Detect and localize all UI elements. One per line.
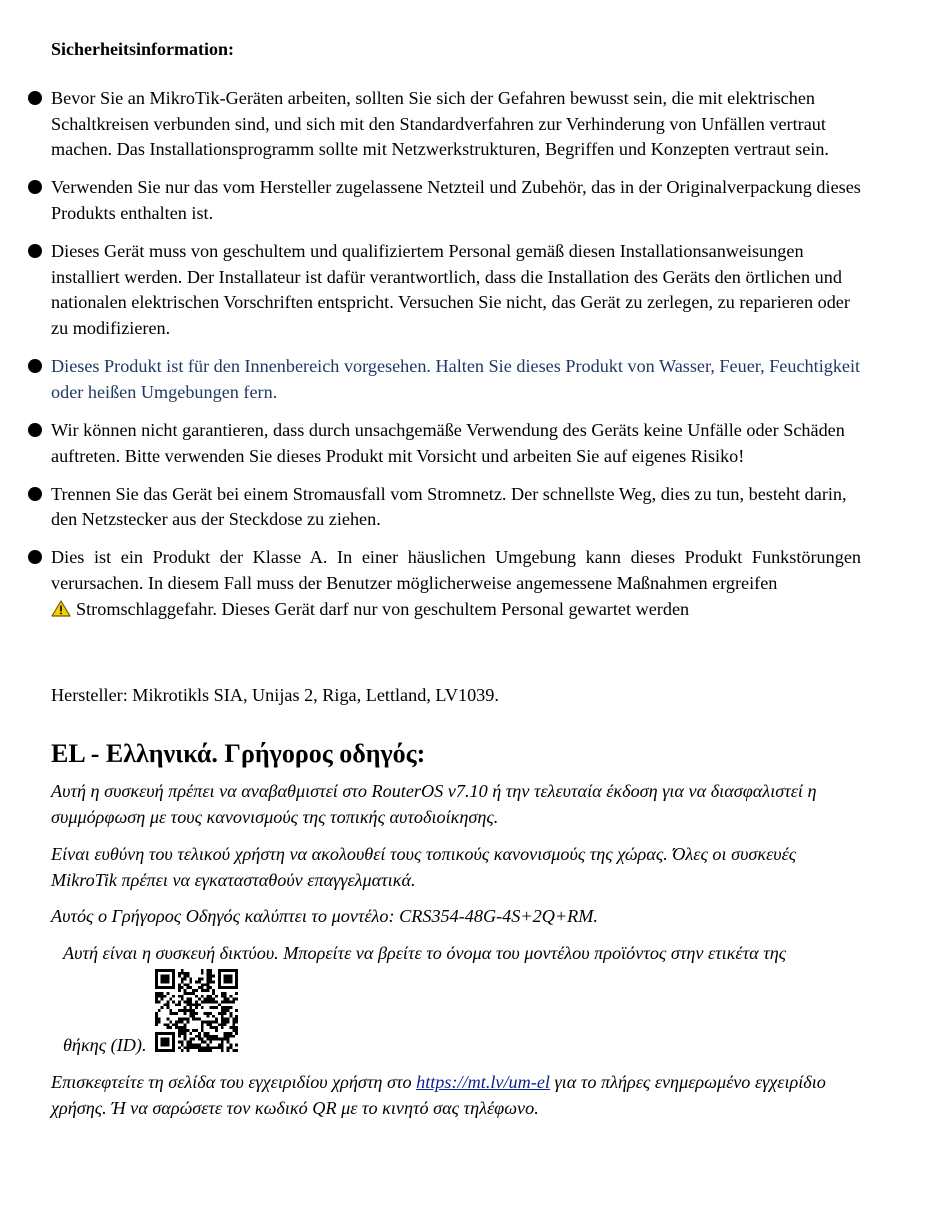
safety-bullet: [0, 482, 861, 533]
safety-bullet: [0, 239, 861, 341]
bullet-dot-icon: [28, 550, 42, 564]
bullet-dot-icon: [28, 487, 42, 501]
safety-bullet-text: Wir können nicht garantieren, dass durch unsachgemäße Verwendung des Geräts keine Unfälle oder Schäden auftreten. Bitte verwenden Sie dieses Produkt mit Vorsicht und arbeiten Sie auf eigenes Risiko!: [51, 419, 845, 466]
safety-bullet: [0, 354, 861, 405]
bullet-dot-icon: [28, 423, 42, 437]
manufacturer-info: Hersteller: Mikrotikls SIA, Unijas 2, Riga, Lettland, LV1039.: [51, 685, 499, 705]
greek-section-heading: EL - Ελληνικά. Γρήγορος οδηγός:: [51, 739, 426, 768]
safety-bullet-text: Trennen Sie das Gerät bei einem Stromausfall vom Stromnetz. Der schnellste Weg, dies zu tun, besteht darin, den Netzstecker aus der Steckdose zu ziehen.: [51, 483, 847, 530]
safety-bullet: [0, 175, 861, 226]
greek-paragraph-model: Αυτός ο Γρήγορος Οδηγός καλύπτει το μοντέλο: CRS354-48G-4S+2Q+RM.: [51, 906, 598, 926]
bullet-dot-icon: [28, 91, 42, 105]
greek-paragraph-manual: [51, 1070, 866, 1121]
safety-bullet-list: [0, 86, 950, 637]
safety-bullet-text: Dieses Produkt ist für den Innenbereich vorgesehen. Halten Sie dieses Produkt von Wasser, Feuer, Feuchtigkeit oder heißen Umgebungen fern.: [51, 356, 861, 402]
safety-bullet: [0, 86, 861, 163]
greek-paragraph-regulations: Είναι ευθύνη του τελικού χρήστη να ακολουθεί τους τοπικούς κανονισμούς της χώρας. Όλες οι συσκευές MikroTik πρέπει να εγκατασταθούν επαγγελματικά.: [51, 844, 797, 890]
safety-bullet-text: Verwenden Sie nur das vom Hersteller zugelassene Netzteil und Zubehör, das in der Originalverpackung dieses Produkts enthalten ist.: [51, 177, 861, 223]
shock-warning-text: Stromschlaggefahr. Dieses Gerät darf nur von geschultem Personal gewartet werden: [76, 598, 690, 619]
safety-bullet-text: Bevor Sie an MikroTik-Geräten arbeiten, sollten Sie sich der Gefahren bewusst sein, die mit elektrischen Schaltkreisen verbunden sind, und sich mit den Standardverfahren zur Verhinderung von Unfällen vertraut machen. Das Installationsprogramm sollte mit Netzwerkstrukturen, Begriffen und Konzepten vertraut sein.: [51, 88, 829, 160]
greek-paragraph-label-end: θήκης (ID).: [63, 1035, 147, 1055]
greek-paragraph-upgrade: Αυτή η συσκευή πρέπει να αναβαθμιστεί στο RouterOS v7.10 ή την τελευταία έκδοση για να διασφαλιστεί η συμμόρφωση με τους κανονισμούς της τοπικής αυτοδιοίκησης.: [51, 781, 817, 827]
bullet-dot-icon: [28, 359, 42, 373]
manual-text-after: για το πλήρες ενημερωμένο εγχειρίδιο χρήσης. Ή να σαρώσετε τον κωδικό QR με το κινητό σας τηλέφωνο.: [51, 1072, 826, 1118]
manual-link[interactable]: https://mt.lv/um-el: [416, 1072, 550, 1092]
safety-bullet-text: Dies ist ein Produkt der Klasse A. In einer häuslichen Umgebung kann dieses Produkt Funkstörungen verursachen. In diesem Fall muss der Benutzer möglicherweise angemessene Maßnahmen ergreifen: [51, 547, 861, 594]
manual-text-before: Επισκεφτείτε τη σελίδα του εγχειριδίου χρήστη στο: [51, 1072, 417, 1092]
qr-code-icon[interactable]: [155, 969, 238, 1052]
bullet-dot-icon: [28, 180, 42, 194]
safety-bullet: [0, 418, 861, 469]
warning-triangle-icon: [51, 599, 71, 625]
safety-bullet: [0, 545, 861, 624]
bullet-dot-icon: [28, 244, 42, 258]
safety-bullet-text: Dieses Gerät muss von geschultem und qualifiziertem Personal gemäß diesen Installationsanweisungen installiert werden. Der Installateur ist dafür verantwortlich, dass die Installation des Geräts den örtlichen und nationalen elektrischen Vorschriften entspricht. Versuchen Sie nicht, das Gerät zu zerlegen, zu reparieren oder zu modifizieren.: [51, 241, 850, 338]
safety-heading: Sicherheitsinformation:: [51, 39, 234, 59]
greek-paragraph-label: Αυτή είναι η συσκευή δικτύου. Μπορείτε να βρείτε το όνομα του μοντέλου προϊόντος στην ετικέτα της: [63, 943, 787, 963]
